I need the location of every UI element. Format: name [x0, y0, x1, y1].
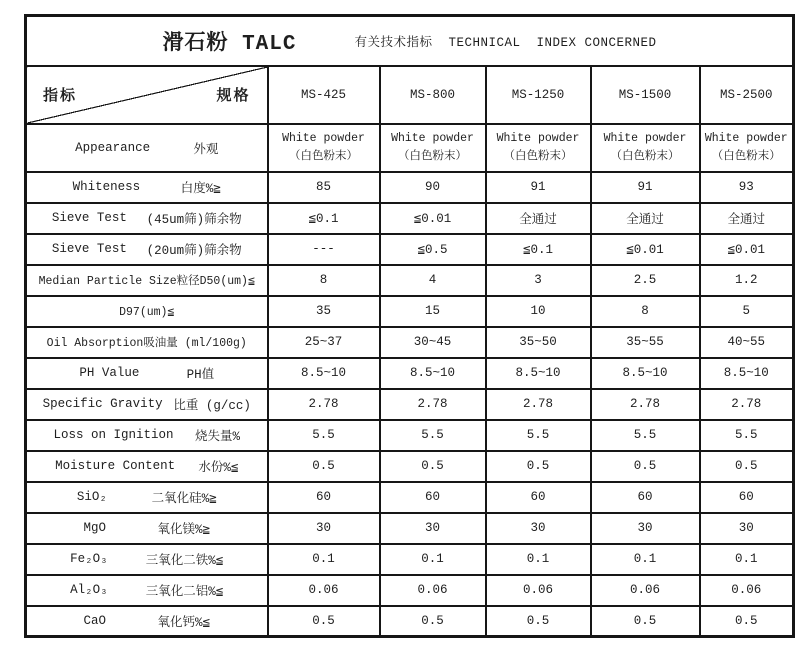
value-cell: 0.1 — [591, 544, 700, 575]
value-cell: 25~37 — [268, 327, 380, 358]
value-cell: 5.5 — [268, 420, 380, 451]
value-cell: 1.2 — [700, 265, 794, 296]
value-cell: 0.5 — [268, 606, 380, 637]
row-label-cell — [26, 327, 268, 358]
value-cell: 2.78 — [700, 389, 794, 420]
table-row — [26, 265, 794, 296]
row-label-en: MgO — [83, 521, 106, 535]
row-label-cell — [26, 482, 268, 513]
table-row — [26, 482, 794, 513]
table-row — [26, 203, 794, 234]
value-cell: ≦0.01 — [591, 234, 700, 265]
row-label-en: CaO — [83, 613, 106, 628]
value-cell: 93 — [700, 172, 794, 203]
row-label-en: Al₂O₃ — [70, 583, 108, 597]
row-label-zh: 烧失量% — [195, 430, 241, 444]
row-label-cell — [26, 265, 268, 296]
value-cell: 2.78 — [268, 389, 380, 420]
value-cell: 30 — [268, 513, 380, 544]
value-cell: 0.5 — [486, 451, 591, 482]
value-cell: 0.5 — [380, 606, 486, 637]
value-cell: --- — [268, 234, 380, 265]
row-label-zh: 三氧化二铁%≦ — [145, 554, 224, 568]
value-cell: 0.5 — [700, 606, 794, 637]
row-label-zh: D97(um)≦ — [119, 305, 175, 319]
row-label-cell — [26, 420, 268, 451]
value-cell: 8 — [591, 296, 700, 327]
value-cell: 60 — [700, 482, 794, 513]
value-cell: 全通过 — [486, 203, 591, 234]
value-cell: 2.78 — [486, 389, 591, 420]
value-cell: 15 — [380, 296, 486, 327]
table-row — [26, 358, 794, 389]
value-cell: 91 — [591, 172, 700, 203]
value-cell: ≦0.1 — [486, 234, 591, 265]
table-row — [26, 234, 794, 265]
row-label-en: Specific Gravity — [42, 397, 163, 411]
column-header: MS-1500 — [591, 66, 700, 124]
row-label-cell — [26, 606, 268, 637]
value-line: （白色粉末） — [503, 149, 573, 163]
row-label-zh: 氧化镁%≧ — [157, 523, 211, 537]
table-row — [26, 544, 794, 575]
value-cell: 4 — [380, 265, 486, 296]
value-cell: 60 — [268, 482, 380, 513]
value-cell: 0.06 — [700, 575, 794, 606]
value-cell: 30 — [700, 513, 794, 544]
row-label-en: Whiteness — [72, 180, 141, 194]
value-cell: 0.1 — [700, 544, 794, 575]
table-row — [26, 327, 794, 358]
value-cell — [380, 124, 486, 172]
value-cell: 30 — [591, 513, 700, 544]
value-cell: 5.5 — [380, 420, 486, 451]
value-cell: 5.5 — [486, 420, 591, 451]
value-cell: 8.5~10 — [268, 358, 380, 389]
value-cell: 0.5 — [380, 451, 486, 482]
value-line: White powder — [391, 132, 474, 146]
value-cell: 8.5~10 — [380, 358, 486, 389]
column-header: MS-1250 — [486, 66, 591, 124]
value-cell: ≦0.5 — [380, 234, 486, 265]
value-cell: 2.78 — [380, 389, 486, 420]
value-line: （白色粉末） — [610, 149, 680, 163]
table-row — [26, 172, 794, 203]
value-cell: 0.06 — [591, 575, 700, 606]
value-cell: 0.5 — [591, 451, 700, 482]
row-label-cell — [26, 389, 268, 420]
value-cell: 0.06 — [268, 575, 380, 606]
value-cell: 0.06 — [486, 575, 591, 606]
row-label-cell — [26, 124, 268, 172]
row-label-zh: (20um筛)筛余物 — [146, 244, 242, 258]
value-cell: 91 — [486, 172, 591, 203]
row-label-cell — [26, 296, 268, 327]
value-cell: 8.5~10 — [591, 358, 700, 389]
corner-label-index: 指标 — [43, 88, 78, 105]
value-cell: 全通过 — [700, 203, 794, 234]
table-row — [26, 606, 794, 637]
table-row — [26, 296, 794, 327]
row-label-cell — [26, 234, 268, 265]
row-label-cell — [26, 172, 268, 203]
value-line: （白色粉末） — [398, 149, 467, 163]
table-row — [26, 451, 794, 482]
value-cell: 60 — [591, 482, 700, 513]
value-cell: 0.5 — [486, 606, 591, 637]
row-label-zh: PH值 — [186, 368, 215, 382]
value-cell: 90 — [380, 172, 486, 203]
value-cell: 30 — [380, 513, 486, 544]
row-label-zh: 白度%≧ — [180, 182, 221, 196]
value-cell: 35~55 — [591, 327, 700, 358]
value-line: White powder — [603, 132, 687, 146]
value-cell: 8.5~10 — [700, 358, 794, 389]
column-header: MS-425 — [268, 66, 380, 124]
value-cell: 5.5 — [591, 420, 700, 451]
value-cell: 0.1 — [486, 544, 591, 575]
value-line: （白色粉末） — [711, 149, 781, 163]
value-cell: 2.5 — [591, 265, 700, 296]
row-label-cell — [26, 203, 268, 234]
value-cell — [268, 124, 380, 172]
row-label-zh: Median Particle Size粒径D50(um)≦ — [38, 275, 255, 288]
value-cell: 0.5 — [591, 606, 700, 637]
value-cell: 35 — [268, 296, 380, 327]
value-cell: 40~55 — [700, 327, 794, 358]
value-cell: 5 — [700, 296, 794, 327]
table-row — [26, 389, 794, 420]
row-label-zh: 外观 — [193, 142, 219, 157]
value-cell: 0.1 — [380, 544, 486, 575]
value-cell: 0.06 — [380, 575, 486, 606]
table-row — [26, 420, 794, 451]
value-cell — [591, 124, 700, 172]
row-label-zh: 二氧化硅%≧ — [151, 492, 217, 506]
row-label-cell — [26, 513, 268, 544]
row-label-en: Sieve Test — [51, 211, 127, 225]
product-title: 滑石粉 TALC — [162, 32, 297, 56]
value-cell: 0.5 — [700, 451, 794, 482]
value-cell: 30~45 — [380, 327, 486, 358]
table-row — [26, 575, 794, 606]
row-label-zh: 比重 (g/cc) — [173, 399, 251, 413]
table-row — [26, 513, 794, 544]
value-cell: 2.78 — [591, 389, 700, 420]
row-label-en: PH Value — [79, 366, 140, 380]
row-label-en: Appearance — [75, 140, 151, 155]
value-cell: ≦0.01 — [700, 234, 794, 265]
value-cell: 8 — [268, 265, 380, 296]
value-cell — [700, 124, 794, 172]
value-cell: 35~50 — [486, 327, 591, 358]
row-label-cell — [26, 575, 268, 606]
title-row — [26, 16, 794, 66]
column-header: MS-800 — [380, 66, 486, 124]
value-cell: 10 — [486, 296, 591, 327]
header-row — [26, 66, 794, 124]
value-line: White powder — [704, 132, 788, 146]
value-cell — [486, 124, 591, 172]
value-cell: 30 — [486, 513, 591, 544]
value-cell: 8.5~10 — [486, 358, 591, 389]
table-title-cell — [26, 16, 794, 66]
row-label-zh: 水份%≦ — [198, 461, 239, 475]
value-line: （白色粉末） — [289, 149, 358, 163]
row-label-zh: Oil Absorption吸油量 (ml/100g) — [46, 337, 247, 350]
value-cell: 0.5 — [268, 451, 380, 482]
value-cell: 5.5 — [700, 420, 794, 451]
column-header: MS-2500 — [700, 66, 794, 124]
row-label-cell — [26, 358, 268, 389]
row-label-en: Fe₂O₃ — [70, 552, 108, 566]
value-cell: 85 — [268, 172, 380, 203]
table-row — [26, 124, 794, 172]
value-line: White powder — [282, 132, 365, 146]
row-label-zh: (45um筛)筛余物 — [146, 213, 242, 227]
corner-cell-diagonal — [26, 66, 268, 124]
value-cell: 全通过 — [591, 203, 700, 234]
value-cell: 0.1 — [268, 544, 380, 575]
value-cell: ≦0.1 — [268, 203, 380, 234]
value-cell: 60 — [380, 482, 486, 513]
row-label-en: SiO₂ — [76, 490, 107, 504]
row-label-cell — [26, 451, 268, 482]
value-cell: 60 — [486, 482, 591, 513]
row-label-cell — [26, 544, 268, 575]
value-line: White powder — [496, 132, 580, 146]
corner-label-spec: 规格 — [216, 88, 251, 105]
row-label-en: Loss on Ignition — [53, 428, 174, 442]
row-label-zh: 三氧化二铝%≦ — [145, 585, 224, 599]
value-cell: ≦0.01 — [380, 203, 486, 234]
value-cell: 3 — [486, 265, 591, 296]
row-label-en: Moisture Content — [55, 459, 176, 473]
title-subtitle: 有关技术指标 TECHNICAL INDEX CONCERNED — [354, 35, 657, 50]
row-label-zh: 氧化钙%≦ — [157, 615, 211, 630]
row-label-en: Sieve Test — [51, 242, 127, 256]
talc-spec-table — [24, 14, 795, 638]
